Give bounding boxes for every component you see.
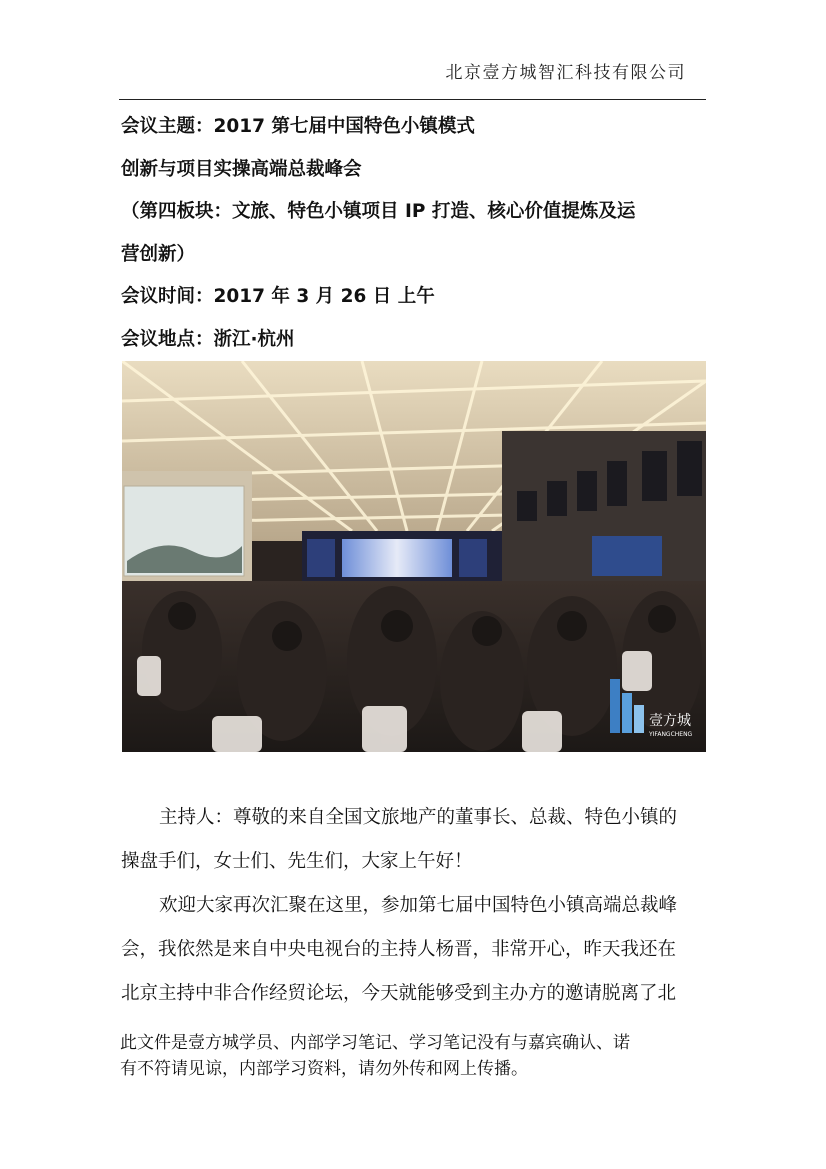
footer-line-1: 此文件是壹方城学员、内部学习笔记、学习笔记没有与嘉宾确认、诺 xyxy=(120,1033,630,1053)
conference-hall-photo xyxy=(122,361,706,752)
footer-disclaimer xyxy=(120,1030,710,1082)
paragraph-2-line-1: 欢迎大家再次汇聚在这里，参加第七届中国特色小镇高端总裁峰 xyxy=(159,895,678,916)
meeting-topic-line-1: 会议主题：2017 第七届中国特色小镇模式 xyxy=(121,116,475,137)
meeting-info xyxy=(121,106,711,361)
photo-watermark-subtext: YIFANGCHENG xyxy=(649,731,693,738)
meeting-topic-line-4: 营创新） xyxy=(121,243,196,265)
footer-line-2: 有不符请见谅，内部学习资料，请勿外传和网上传播。 xyxy=(120,1059,528,1079)
paragraph-2-line-2: 会，我依然是来自中央电视台的主持人杨晋，非常开心，昨天我还在 xyxy=(121,939,677,960)
paragraph-1-line-1: 主持人：尊敬的来自全国文旅地产的董事长、总裁、特色小镇的 xyxy=(159,807,678,828)
header-divider xyxy=(119,99,706,100)
meeting-time: 会议时间：2017 年 3 月 26 日 上午 xyxy=(121,286,435,307)
paragraph-1-line-2: 操盘手们，女士们、先生们，大家上午好！ xyxy=(121,851,473,872)
paragraph-2-line-3: 北京主持中非合作经贸论坛，今天就能够受到主办方的邀请脱离了北 xyxy=(121,983,677,1004)
meeting-topic-line-3: （第四板块：文旅、特色小镇项目 IP 打造、核心价值提炼及运 xyxy=(121,201,636,222)
header-company-name: 北京壹方城智汇科技有限公司 xyxy=(445,63,686,83)
speech-body xyxy=(121,796,707,1016)
photo-watermark-text: 壹方城 xyxy=(649,713,691,729)
meeting-location: 会议地点：浙江·杭州 xyxy=(121,328,295,350)
meeting-topic-line-2: 创新与项目实操高端总裁峰会 xyxy=(121,158,362,180)
